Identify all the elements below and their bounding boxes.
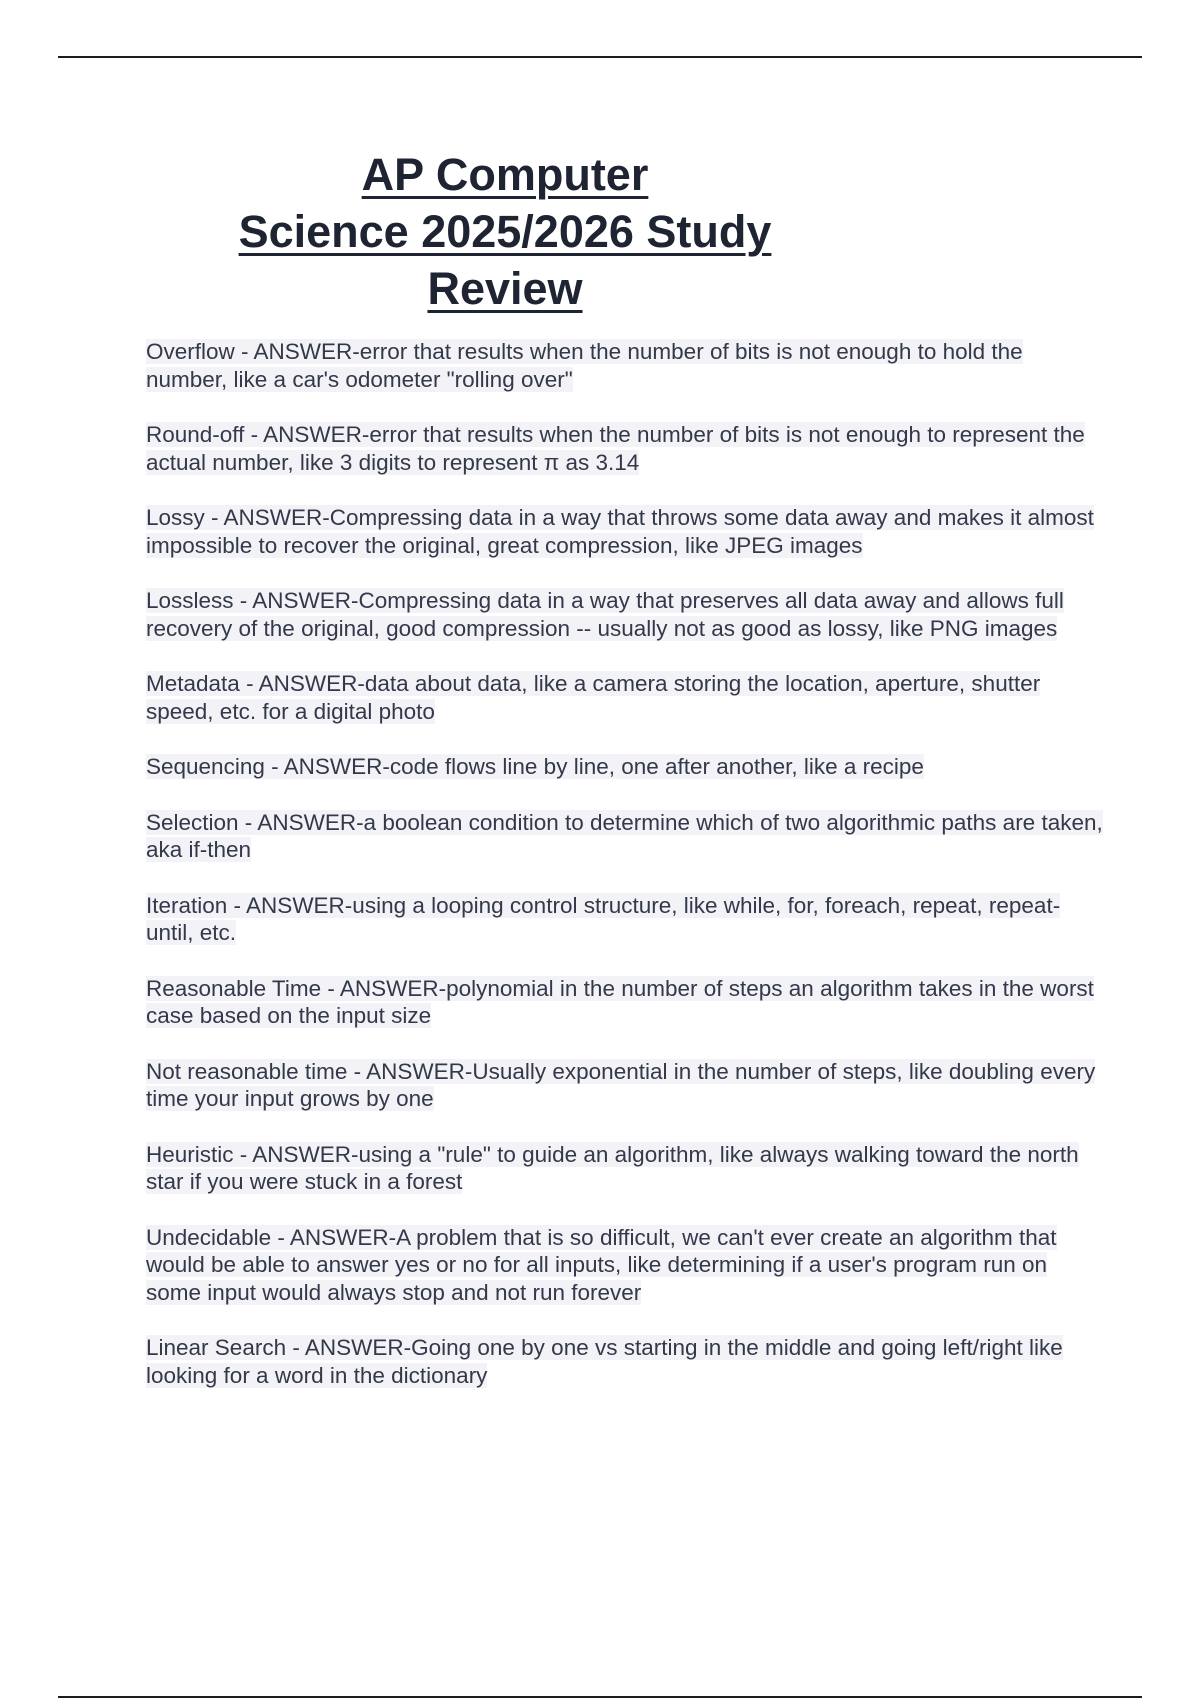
qa-item-lossless <box>146 587 1106 642</box>
qa-text: Iteration - ANSWER-using a looping control structure, like while, for, foreach, repeat, repeat-until, etc. <box>146 892 1061 945</box>
qa-item-reasonable-time <box>146 975 1106 1030</box>
qa-text: Not reasonable time - ANSWER-Usually exponential in the number of steps, like doubling every time your input grows by one <box>146 1058 1096 1111</box>
qa-item-linear-search <box>146 1334 1106 1389</box>
qa-item-round-off <box>146 421 1106 476</box>
qa-item-undecidable <box>146 1224 1106 1307</box>
qa-text: Overflow - ANSWER-error that results when the number of bits is not enough to hold the number, like a car's odometer "rolling over" <box>146 339 1023 392</box>
page-title <box>190 146 820 317</box>
qa-item-sequencing <box>146 753 1106 781</box>
qa-item-iteration <box>146 892 1106 947</box>
qa-text: Undecidable - ANSWER-A problem that is so difficult, we can't ever create an algorithm that would be able to answer yes or no for all inputs, like determining if a user's program run on some input would always stop and not run forever <box>146 1224 1057 1305</box>
qa-item-lossy <box>146 504 1106 559</box>
qa-text: Reasonable Time - ANSWER-polynomial in the number of steps an algorithm takes in the worst case based on the input size <box>146 975 1094 1028</box>
qa-text: Lossy - ANSWER-Compressing data in a way that throws some data away and makes it almost impossible to recover the original, great compression, like JPEG images <box>146 505 1094 558</box>
top-rule <box>58 56 1142 58</box>
title-line-3: Review <box>427 263 583 314</box>
qa-item-overflow <box>146 338 1106 393</box>
qa-text: Heuristic - ANSWER-using a "rule" to guide an algorithm, like always walking toward the north star if you were stuck in a forest <box>146 1141 1079 1194</box>
qa-text: Metadata - ANSWER-data about data, like a camera storing the location, aperture, shutter speed, etc. for a digital photo <box>146 671 1041 724</box>
qa-list <box>146 338 1106 1417</box>
bottom-rule <box>58 1696 1142 1698</box>
title-line-1: AP Computer <box>361 149 649 200</box>
qa-text: Selection - ANSWER-a boolean condition to determine which of two algorithmic paths are taken, aka if-then <box>146 809 1103 862</box>
qa-text: Linear Search - ANSWER-Going one by one vs starting in the middle and going left/right like looking for a word in the dictionary <box>146 1335 1063 1388</box>
qa-text: Sequencing - ANSWER-code flows line by line, one after another, like a recipe <box>146 754 924 779</box>
title-line-2: Science 2025/2026 Study <box>238 206 772 257</box>
qa-text: Round-off - ANSWER-error that results when the number of bits is not enough to represent the actual number, like 3 digits to represent π as 3.14 <box>146 422 1085 475</box>
qa-item-not-reasonable-time <box>146 1058 1106 1113</box>
qa-item-metadata <box>146 670 1106 725</box>
qa-item-selection <box>146 809 1106 864</box>
qa-text: Lossless - ANSWER-Compressing data in a way that preserves all data away and allows full recovery of the original, good compression -- usually not as good as lossy, like PNG images <box>146 588 1064 641</box>
qa-item-heuristic <box>146 1141 1106 1196</box>
